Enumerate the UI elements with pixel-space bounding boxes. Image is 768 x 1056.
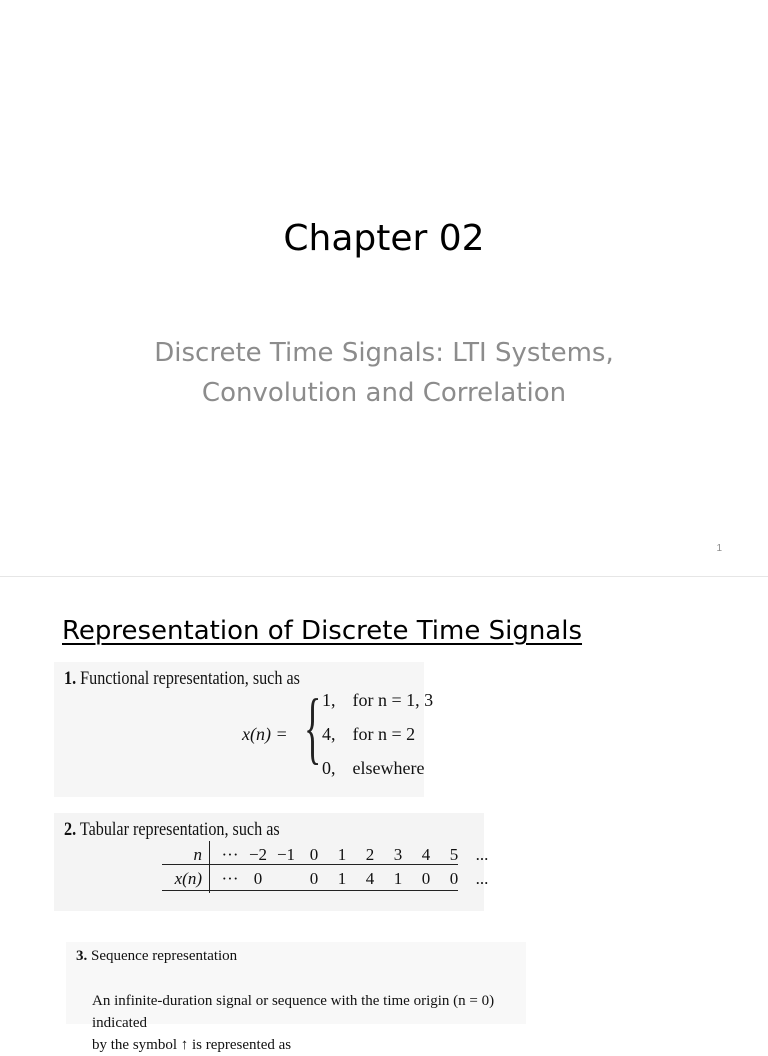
item2-number: 2. [64,819,77,840]
item3-label [76,948,237,965]
row-header-n: n [193,845,202,864]
table-cell-n: 1 [337,845,347,864]
subtitle-line-1: Discrete Time Signals: LTI Systems, [154,338,614,368]
table-cell-x: 4 [365,869,375,888]
equation-lhs: x(n) = [242,724,288,744]
item2-text: Tabular representation, such as [79,819,280,840]
case-row [322,724,415,745]
table-cell-n: 3 [393,845,403,864]
item3-text: Sequence representation [91,948,238,964]
row-header-x: x(n) [174,869,202,888]
item1-label [64,668,300,690]
table-cell-x: ... [475,869,489,888]
table-cell-n: 4 [421,845,431,864]
subtitle-line-2: Convolution and Correlation [201,378,567,408]
table-cell-x: 0 [449,869,459,888]
table-cell-x: 1 [393,869,403,888]
slide-heading: Representation of Discrete Time Signals [62,616,583,646]
tabular-representation-figure [54,813,489,911]
item3-description [92,990,532,1056]
item3-line-2: by the symbol ↑ is represented as [92,1037,292,1053]
functional-representation-figure [54,662,434,797]
case-value: 4, [322,724,336,744]
table-cell-x: 0 [421,869,431,888]
table-vertical-rule [209,841,210,893]
table-cell-n: 5 [449,845,459,864]
slide-title: Chapter 02 [283,218,485,259]
table-cell-n: 2 [365,845,375,864]
item3-number: 3. [76,948,88,964]
table-cell-x: ··· [221,869,239,888]
n-cells [216,845,496,865]
table-cell-x [272,869,300,889]
slide-subtitle [0,333,768,413]
case-condition: for n = 1, 3 [352,690,434,710]
item1-text: Functional representation, such as [80,668,300,689]
item2-label [64,819,280,841]
item1-number: 1. [64,668,77,689]
case-row [322,690,433,711]
table-cell-n: −2 [248,845,268,864]
case-condition: for n = 2 [352,724,416,744]
left-brace: { [304,684,322,772]
page-number: 1 [716,543,722,554]
table-cell-n: ... [475,845,489,864]
table-cell-n: 0 [309,845,319,864]
table-cell-n: ··· [221,845,239,864]
table-cell-n: −1 [276,845,296,864]
item3-line-1: An infinite-duration signal or sequence with the time origin (n = 0) indicated [92,993,495,1031]
table-cell-x: 0 [309,869,319,888]
case-row [322,758,424,779]
table-cell-x: 0 [253,869,263,888]
table-cell-x: 1 [337,869,347,888]
content-slide [0,577,768,1053]
x-cells [216,869,496,889]
sequence-representation-figure [66,942,526,1053]
case-value: 1, [322,690,336,710]
case-value: 0, [322,758,336,778]
case-condition: elsewhere [352,758,425,778]
table-bottom-rule [162,890,458,891]
